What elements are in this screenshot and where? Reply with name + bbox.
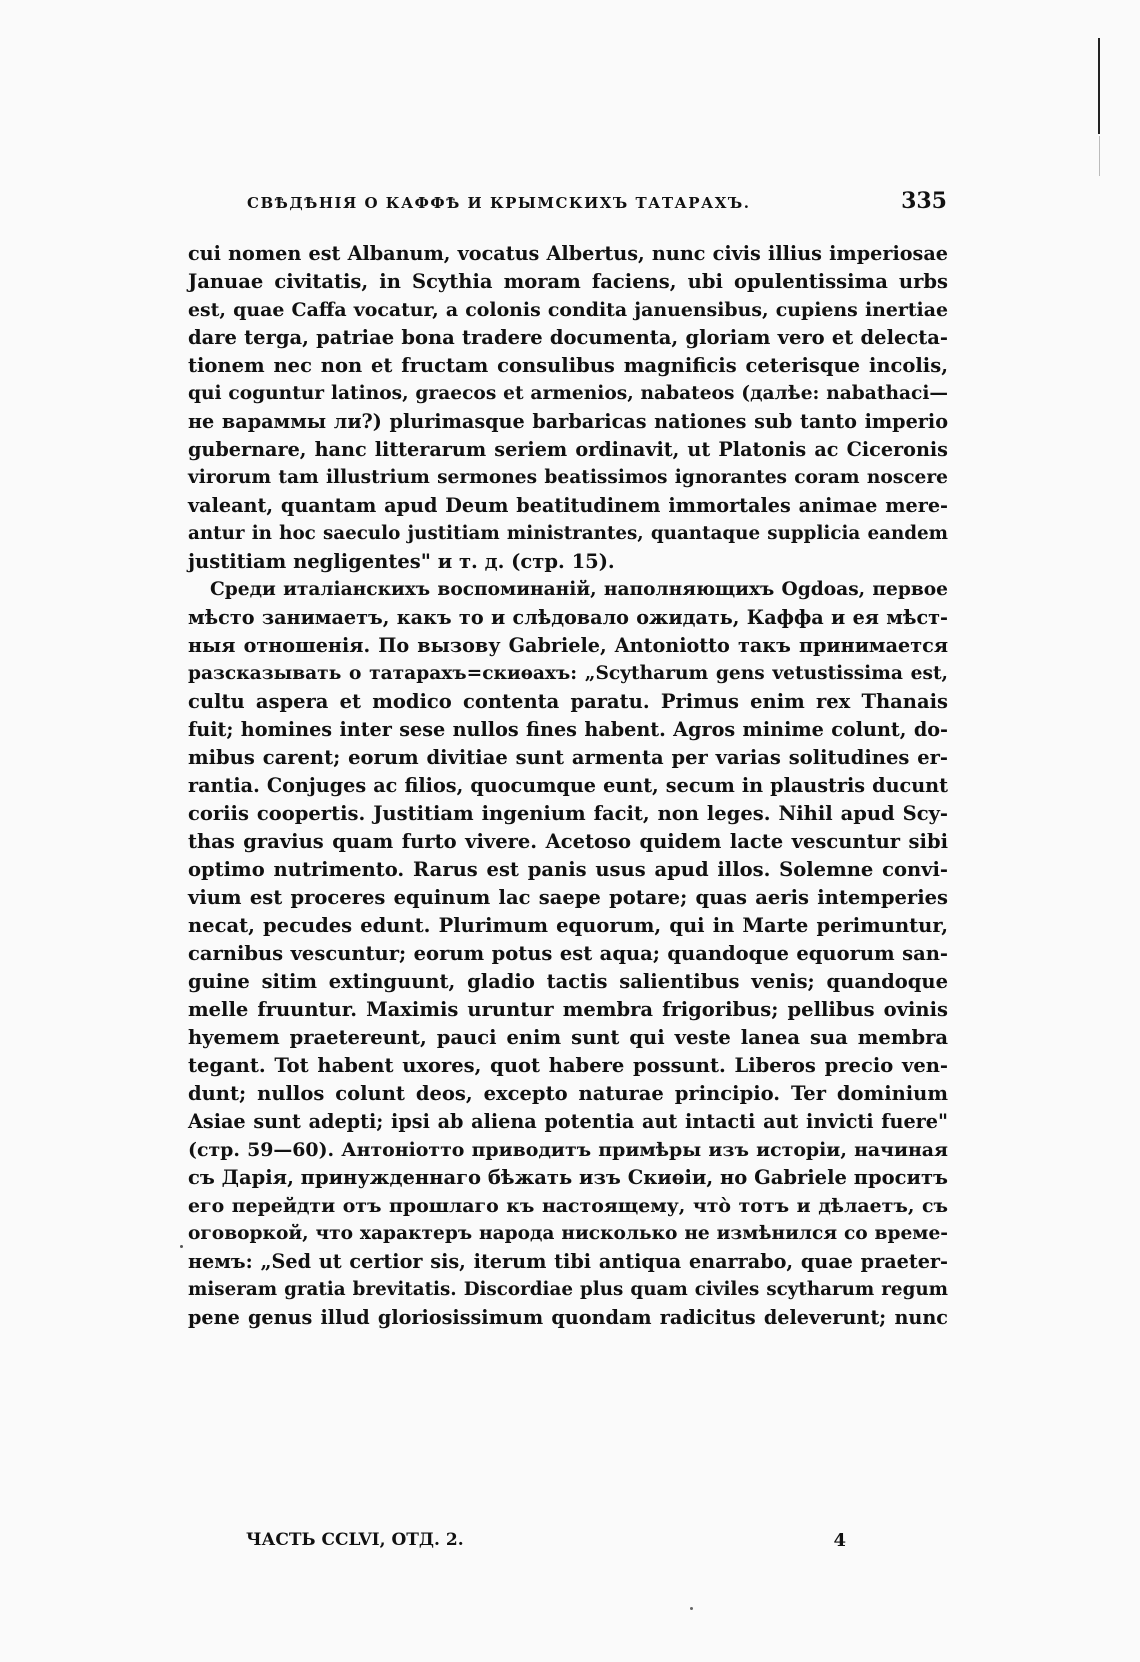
text-line: antur in hoc saeculo justitiam ministrantes, quantaque supplicia eandem bbox=[188, 523, 948, 544]
text-line: valeant, quantam apud Deum beatitudinem immortales animae mere- bbox=[188, 494, 948, 517]
text-line: coriis coopertis. Justitiam ingenium facit, non leges. Nihil apud Scy- bbox=[188, 802, 948, 825]
text-line: Januae civitatis, in Scythia moram faciens, ubi opulentissima urbs bbox=[188, 270, 948, 293]
text-line: pene genus illud gloriosissimum quondam radicitus deleverunt; nunc bbox=[188, 1306, 948, 1329]
text-line: gubernare, hanc litterarum seriem ordinavit, ut Platonis ac Ciceronis bbox=[188, 438, 948, 461]
page-header bbox=[247, 188, 947, 220]
text-line: его перейдти отъ прошлаго къ настоящему, что̀ тотъ и дѣлаетъ, съ bbox=[188, 1195, 948, 1217]
running-head: СВѢДѢНІЯ О КАФФѢ И КРЫМСКИХЪ ТАТАРАХЪ. bbox=[247, 194, 751, 212]
text-line: ныя отношенія. По вызову Gabriele, Antoniotto такъ принимается bbox=[188, 634, 948, 657]
text-line: не вараммы ли?) plurimasque barbaricas nationes sub tanto imperio bbox=[188, 410, 948, 433]
text-line: (стр. 59—60). Антоніотто приводитъ примѣры изъ исторіи, начиная bbox=[188, 1139, 948, 1161]
text-line: melle fruuntur. Maximis uruntur membra frigoribus; pellibus ovinis bbox=[188, 998, 948, 1021]
text-line: thas gravius quam furto vivere. Acetoso quidem lacte vescuntur sibi bbox=[188, 830, 948, 853]
text-line: necat, pecudes edunt. Plurimum equorum, qui in Marte perimuntur, bbox=[188, 914, 948, 937]
scan-edge-line-faint bbox=[1099, 136, 1100, 176]
body-text bbox=[188, 240, 948, 1332]
text-line: hyemem praetereunt, pauci enim sunt qui veste lanea sua membra bbox=[188, 1026, 948, 1049]
text-line: rantia. Conjuges ac filios, quocumque eunt, secum in plaustris ducunt bbox=[188, 774, 948, 797]
text-line: Asiae sunt adepti; ipsi ab aliena potentia aut intacti aut invicti fuere" bbox=[188, 1110, 948, 1133]
text-line: miseram gratia brevitatis. Discordiae plus quam civiles scytharum regum bbox=[188, 1279, 948, 1300]
text-line: qui coguntur latinos, graecos et armenios, nabateos (далѣе: nabathaci— bbox=[188, 383, 948, 404]
text-line: vium est proceres equinum lac saepe potare; quas aeris intemperies bbox=[188, 886, 948, 909]
text-line: tionem nec non et fructam consulibus magnificis ceterisque incolis, bbox=[188, 354, 948, 377]
text-line: tegant. Tot habent uxores, quot habere possunt. Liberos precio ven- bbox=[188, 1054, 948, 1077]
scan-speck bbox=[690, 1607, 693, 1610]
text-line: est, quae Caffa vocatur, a colonis condita januensibus, cupiens inertiae bbox=[188, 299, 948, 321]
text-line: разсказывать о татарахъ=скиѳахъ: „Scytharum gens vetustissima est, bbox=[188, 663, 948, 684]
text-line: virorum tam illustrium sermones beatissimos ignorantes coram noscere bbox=[188, 467, 948, 488]
text-line: мѣсто занимаетъ, какъ то и слѣдовало ожидать, Каффа и ея мѣст- bbox=[188, 606, 948, 629]
scan-speck bbox=[180, 1245, 183, 1248]
text-line: dunt; nullos colunt deos, excepto naturae principio. Ter dominium bbox=[188, 1082, 948, 1105]
text-line: fuit; homines inter sese nullos fines habent. Agros minime colunt, do- bbox=[188, 718, 948, 741]
text-line: оговоркой, что характеръ народа нисколько не измѣнился со време- bbox=[188, 1223, 948, 1244]
text-line: съ Дарія, принужденнаго бѣжать изъ Скиѳіи, но Gabriele проситъ bbox=[188, 1166, 948, 1189]
text-line: carnibus vescuntur; eorum potus est aqua; quandoque equorum san- bbox=[188, 942, 948, 965]
text-line: mibus carent; eorum divitiae sunt armenta per varias solitudines er- bbox=[188, 746, 948, 769]
page-footer bbox=[246, 1530, 846, 1560]
text-line: dare terga, patriae bona tradere documenta, gloriam vero et delecta- bbox=[188, 326, 948, 349]
scan-edge-line bbox=[1098, 38, 1100, 134]
text-line: немъ: „Sed ut certior sis, iterum tibi antiqua enarrabo, quae praeter- bbox=[188, 1250, 948, 1273]
text-line: optimo nutrimento. Rarus est panis usus apud illos. Solemne convi- bbox=[188, 858, 948, 881]
text-line: guine sitim extinguunt, gladio tactis salientibus venis; quandoque bbox=[188, 970, 948, 993]
text-line: cultu aspera et modico contenta paratu. Primus enim rex Thanais bbox=[188, 690, 948, 713]
page-number: 335 bbox=[901, 188, 947, 214]
signature-number: 4 bbox=[833, 1530, 846, 1551]
signature-mark: ЧАСТЬ CCLVI, ОТД. 2. bbox=[246, 1530, 464, 1550]
paragraph-end-line: justitiam negligentes" и т. д. (стр. 15). bbox=[188, 550, 615, 573]
paragraph-start-line: Среди италіанскихъ воспоминаній, наполняющихъ Ogdoas, первое bbox=[210, 579, 948, 600]
text-line: cui nomen est Albanum, vocatus Albertus, nunc civis illius imperiosae bbox=[188, 242, 948, 265]
